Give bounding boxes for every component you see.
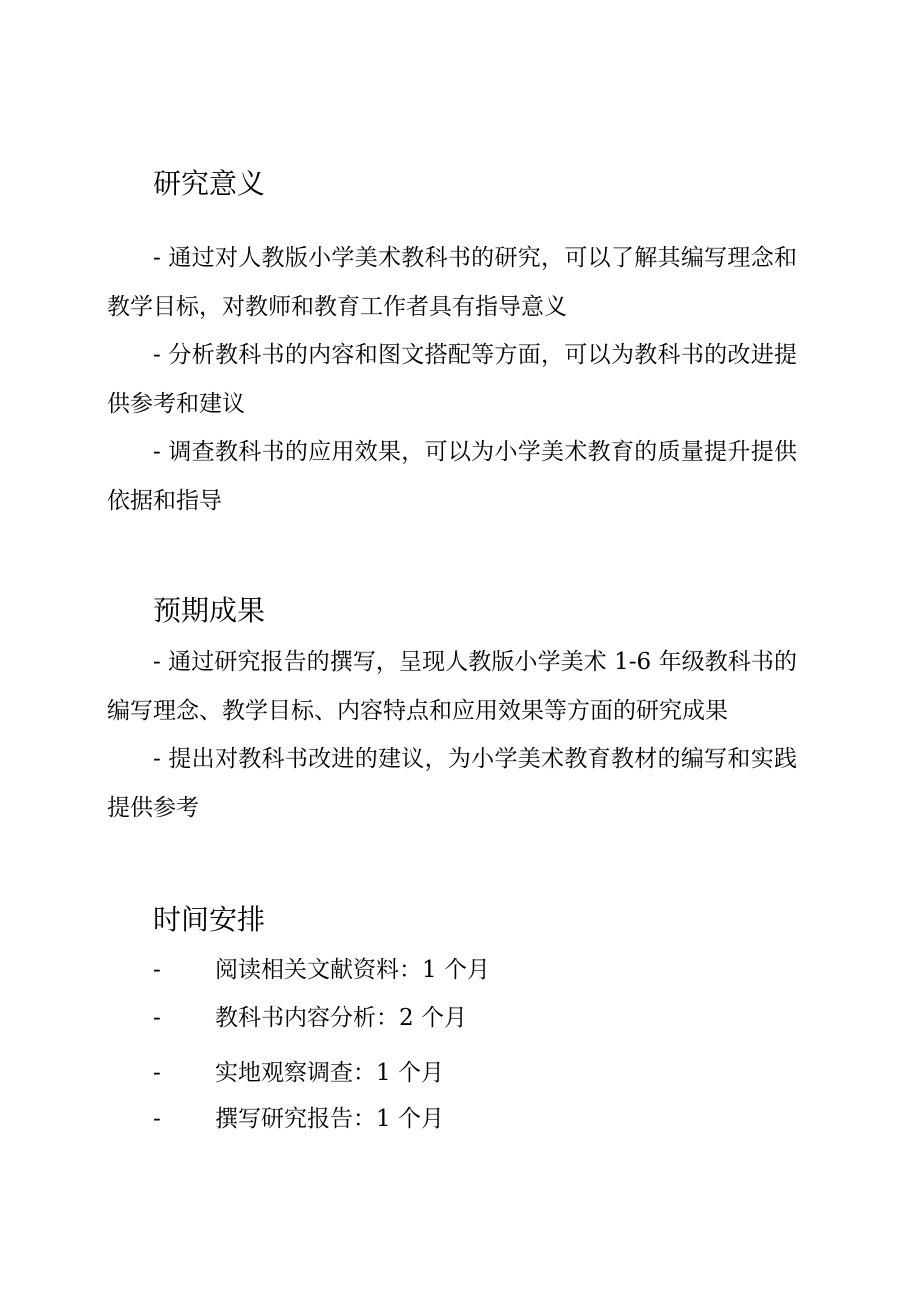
schedule-item-text: 撰写研究报告：1 个月	[215, 1106, 444, 1132]
schedule-item	[153, 1002, 753, 1034]
significance-item: - 调查教科书的应用效果，可以为小学美术教育的质量提升提供依据和指导	[107, 439, 797, 514]
schedule-item-text: 教科书内容分析：2 个月	[215, 1005, 467, 1031]
schedule-item	[153, 954, 753, 986]
section-heading-significance: 研究意义	[153, 167, 266, 200]
schedule-item	[153, 1103, 753, 1135]
schedule-item	[153, 1057, 753, 1089]
outcomes-item: - 提出对教科书改进的建议，为小学美术教育教材的编写和实践提供参考	[107, 746, 797, 821]
section-heading-schedule: 时间安排	[153, 903, 266, 936]
significance-item: - 通过对人教版小学美术教科书的研究，可以了解其编写理念和教学目标，对教师和教育工作者具有指导意义	[107, 245, 797, 320]
schedule-item-text: 实地观察调查：1 个月	[215, 1060, 444, 1086]
significance-item: - 分析教科书的内容和图文搭配等方面，可以为教科书的改进提供参考和建议	[107, 342, 797, 417]
schedule-bullet: -	[153, 1060, 161, 1086]
schedule-item-text: 阅读相关文献资料：1 个月	[215, 957, 490, 983]
schedule-bullet: -	[153, 957, 161, 983]
section-heading-outcomes: 预期成果	[153, 594, 266, 627]
outcomes-item: - 通过研究报告的撰写，呈现人教版小学美术 1-6 年级教科书的编写理念、教学目标、内容特点和应用效果等方面的研究成果	[107, 649, 797, 724]
schedule-bullet: -	[153, 1005, 161, 1031]
schedule-bullet: -	[153, 1106, 161, 1132]
